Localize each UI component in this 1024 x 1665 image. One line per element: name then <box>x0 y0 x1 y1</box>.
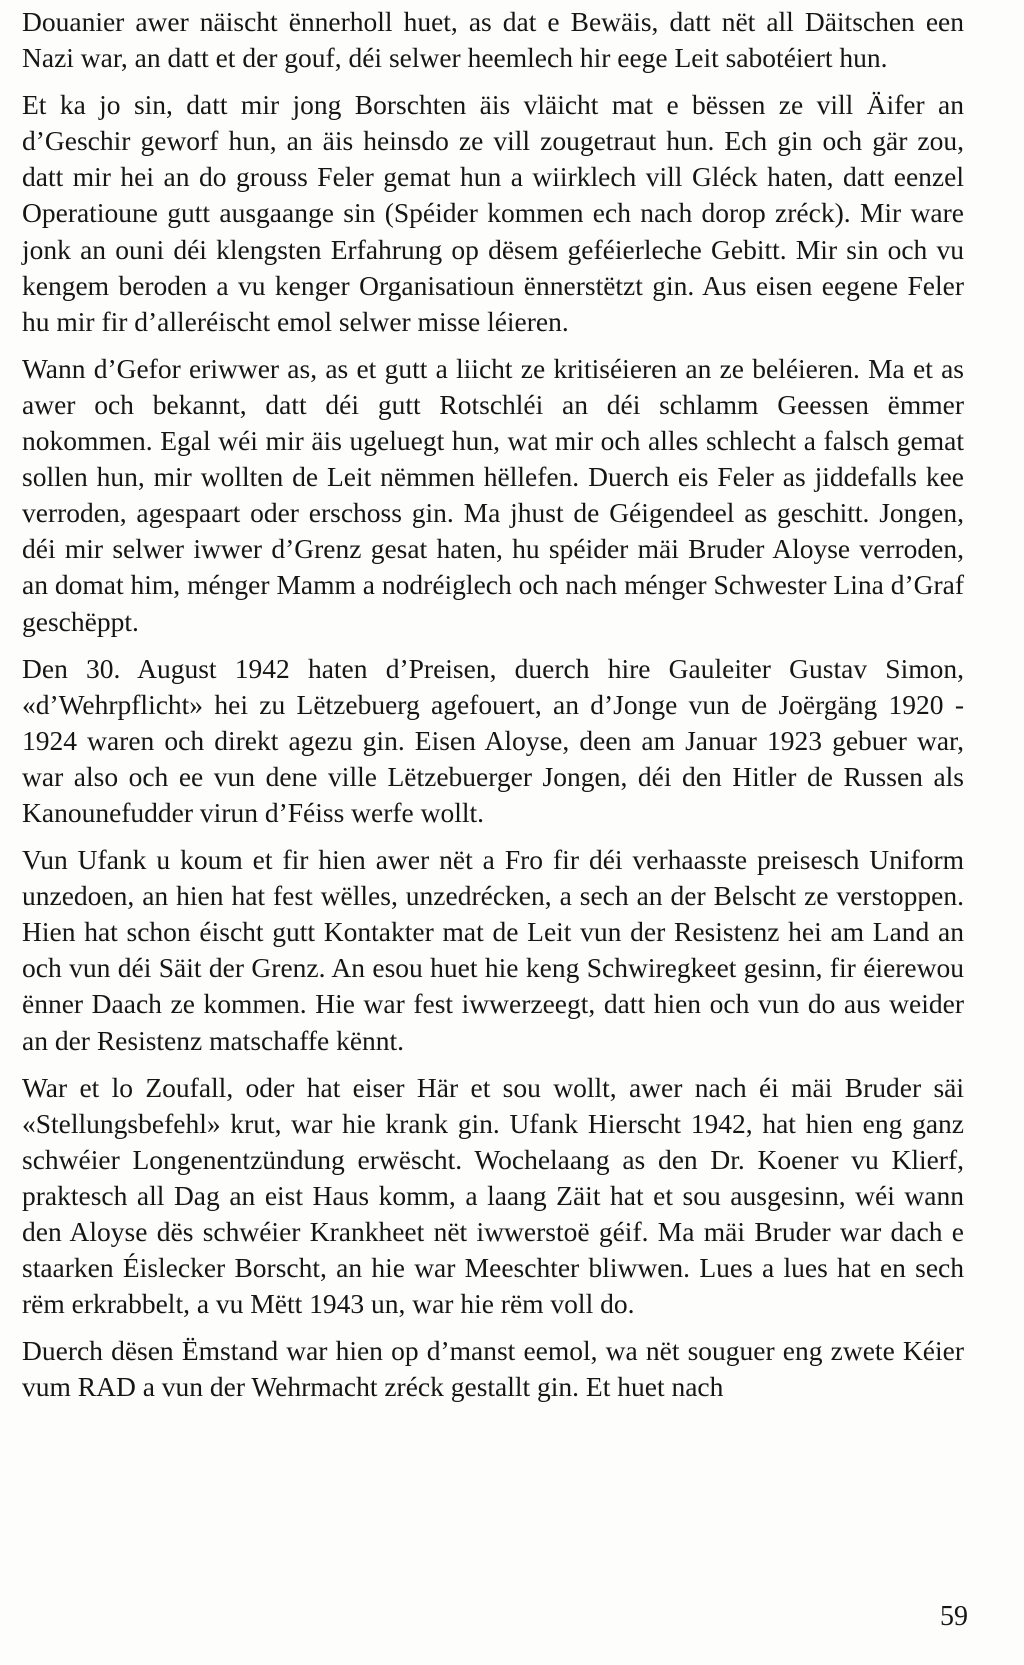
page-number: 59 <box>940 1601 968 1632</box>
paragraph-1: Douanier awer näischt ënnerholl huet, as dat e Bewäis, datt nët all Däitschen een Nazi war, an datt et der gouf, déi selwer heemlech hir eege Leit sabotéiert hun. <box>22 6 964 74</box>
paragraph-6: War et lo Zoufall, oder hat eiser Här et sou wollt, awer nach éi mäi Bruder säi «Stellungsbefehl» krut, war hie krank gin. Ufank Hierscht 1942, hat hien eng ganz schwéier Longenentzündung erwëscht. Wochelaang as den Dr. Koener vu Klierf, praktesch all Dag an eist Haus komm, a laang Zäit hat et sou ausgesinn, wéi wann den Aloyse dës schwéier Krankheet nët iwwerstoë géif. Ma mäi Bruder war dach e staarken Éislecker Borscht, an hie war Meeschter bliwwen. Lues a lues hat en sech rëm erkrabbelt, a vu Mëtt 1943 un, war hie rëm voll do. <box>22 1071 964 1320</box>
paragraph-7: Duerch dësen Ëmstand war hien op d’manst eemol, wa nët souguer eng zwete Kéier vum RAD a vun der Wehrmacht zréck gestallt gin. Et huet nach <box>22 1335 964 1403</box>
paragraph-4: Den 30. August 1942 haten d’Preisen, duerch hire Gauleiter Gustav Simon, «d’Wehrpflicht» hei zu Lëtzebuerg agefouert, an d’Jonge vun de Joërgäng 1920 - 1924 waren och direkt agezu gin. Eisen Aloyse, deen am Januar 1923 gebuer war, war also och ee vun dene ville Lëtzebuerger Jongen, déi den Hitler de Russen als Kanounefudder virun d’Féiss werfe wollt. <box>22 652 964 828</box>
body-text <box>22 4 964 1416</box>
paragraph-2: Et ka jo sin, datt mir jong Borschten äis vläicht mat e bëssen ze vill Äifer an d’Geschir geworf hun, an äis heinsdo ze vill zougetraut hun. Ech gin och gär zou, datt mir hei an do grouss Feler gemat hun a wiirklech vill Gléck haten, datt eenzel Operatioune gutt ausgaange sin (Spéider kommen ech nach dorop zréck). Mir ware jonk an ouni déi klengsten Erfahrung op dësem geféierleche Gebitt. Mir sin och vu kengem beroden a vu kenger Organisatioun ënnerstëtzt gin. Aus eisen eegene Feler hu mir fir d’alleréischt emol selwer misse léieren. <box>22 89 964 337</box>
paragraph-5: Vun Ufank u koum et fir hien awer nët a Fro fir déi verhaasste preisesch Uniform unzedoen, an hien hat fest wëlles, unzedrécken, a sech an der Belscht ze verstoppen. Hien hat schon éischt gutt Kontakter mat de Leit vun der Resistenz hei am Land an och vun déi Säit der Grenz. An esou huet hie keng Schwiregkeet gesinn, fir éierewou ënner Daach ze kommen. Hie war fest iwwerzeegt, datt hien och vun do aus weider an der Resistenz matschaffe kënnt. <box>22 844 964 1056</box>
paragraph-3: Wann d’Gefor eriwwer as, as et gutt a liicht ze kritiséieren an ze beléieren. Ma et as awer och bekannt, datt déi gutt Rotschléi an déi schlamm Geessen ëmmer nokommen. Egal wéi mir äis ugeluegt hun, wat mir och alles schlecht a falsch gemat sollen hun, mir wollten de Leit nëmmen hëllefen. Duerch eis Feler as jiddefalls kee verroden, agespaart oder erschoss gin. Ma jhust de Géigendeel as geschitt. Jongen, déi mir selwer iwwer d’Grenz gesat haten, hu spéider mäi Bruder Aloyse verroden, an domat him, ménger Mamm a nodréiglech och nach ménger Schwester Lina d’Graf geschëppt. <box>22 352 964 637</box>
